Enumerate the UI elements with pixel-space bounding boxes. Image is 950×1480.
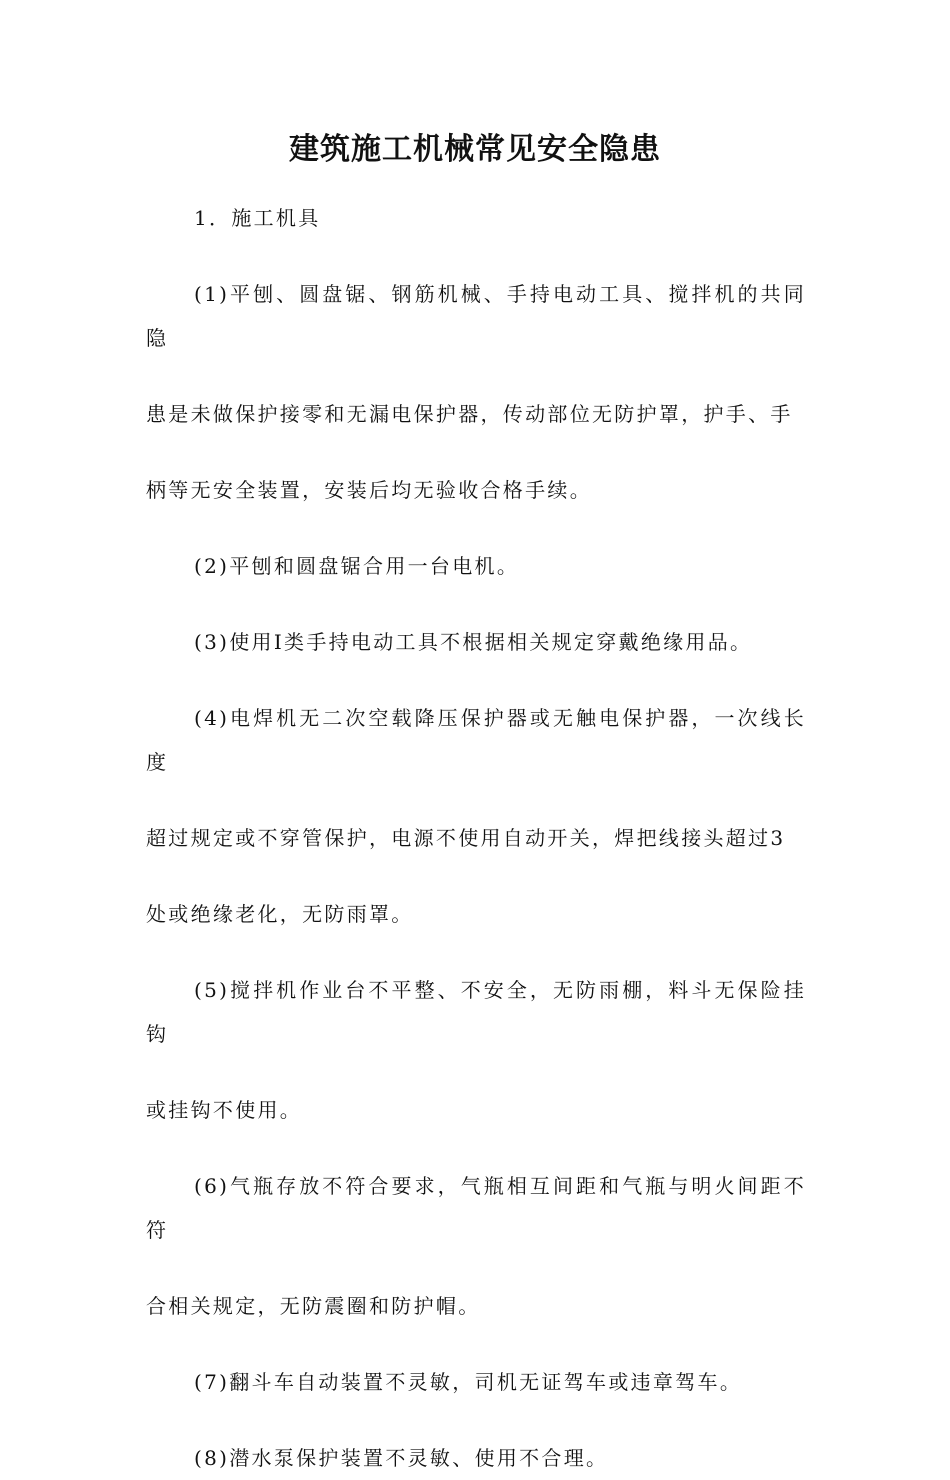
item-4-line-3: 处或绝缘老化，无防雨罩。 (146, 902, 414, 926)
document-title: 建筑施工机械常见安全隐患 (289, 132, 661, 167)
item-1-line-2: 患是未做保护接零和无漏电保护器，传动部位无防护罩，护手、手 (146, 402, 793, 426)
item-6 (146, 1164, 806, 1328)
item-4-line-2: 超过规定或不穿管保护，电源不使用自动开关，焊把线接头超过3 (146, 826, 786, 850)
item-5 (146, 968, 806, 1132)
item-4-line-1: (4)电焊机无二次空载降压保护器或无触电保护器，一次线长度 (146, 706, 806, 774)
item-1 (146, 272, 806, 512)
item-7-line-1: (7)翻斗车自动装置不灵敏，司机无证驾车或违章驾车。 (194, 1370, 743, 1394)
item-5-line-2: 或挂钩不使用。 (146, 1098, 303, 1122)
item-3-line-1: (3)使用Ⅰ类手持电动工具不根据相关规定穿戴绝缘用品。 (194, 630, 753, 654)
document-body (146, 196, 806, 1480)
item-2 (146, 544, 806, 588)
item-8-line-1: (8)潜水泵保护装置不灵敏、使用不合理。 (194, 1446, 609, 1470)
section-heading: 1．施工机具 (194, 206, 321, 230)
item-7 (146, 1360, 806, 1404)
item-6-line-1: (6)气瓶存放不符合要求，气瓶相互间距和气瓶与明火间距不符 (146, 1174, 806, 1242)
item-3 (146, 620, 806, 664)
item-1-line-3: 柄等无安全装置，安装后均无验收合格手续。 (146, 478, 592, 502)
item-4 (146, 696, 806, 936)
item-8 (146, 1436, 806, 1480)
item-1-line-1: (1)平刨、圆盘锯、钢筋机械、手持电动工具、搅拌机的共同隐 (146, 282, 806, 350)
item-5-line-1: (5)搅拌机作业台不平整、不安全，无防雨棚，料斗无保险挂钩 (146, 978, 806, 1046)
item-6-line-2: 合相关规定，无防震圈和防护帽。 (146, 1294, 481, 1318)
item-2-line-1: (2)平刨和圆盘锯合用一台电机。 (194, 554, 520, 578)
